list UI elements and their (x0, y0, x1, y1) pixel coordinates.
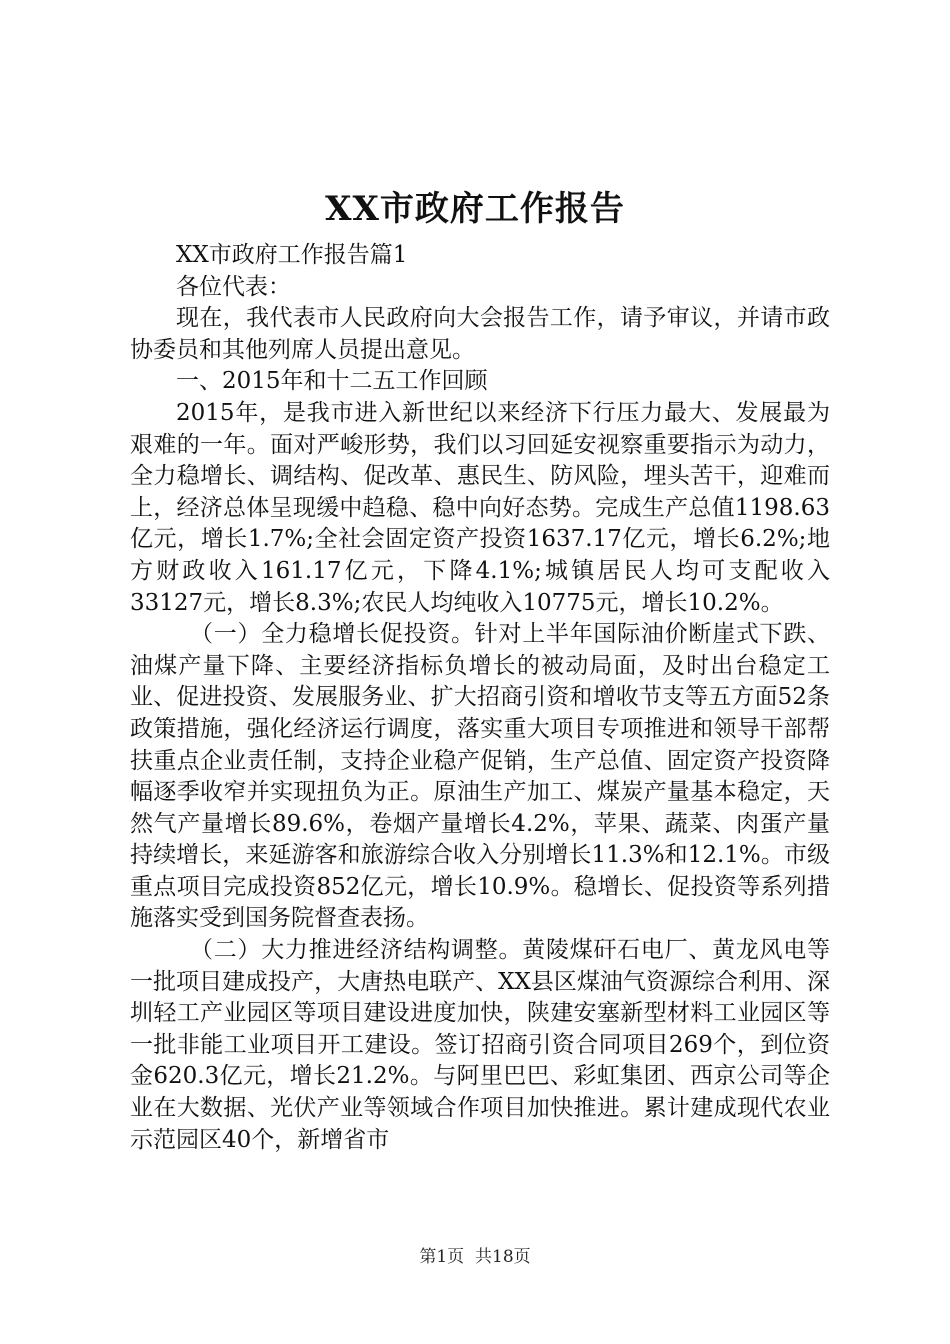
paragraph-section-1: （一）全力稳增长促投资。针对上半年国际油价断崖式下跌、油煤产量下降、主要经济指标负增长的被动局面，及时出台稳定工业、促进投资、发展服务业、扩大招商引资和增收节支等五方面52条政策措施，强化经济运行调度，落实重大项目专项推进和领导干部帮扶重点企业责任制，支持企业稳产促销，生产总值、固定资产投资降幅逐季收窄并实现扭负为正。原油生产加工、煤炭产量基本稳定，天然气产量增长89.6%，卷烟产量增长4.2%，苹果、蔬菜、肉蛋产量持续增长，来延游客和旅游综合收入分别增长11.3%和12.1%。市级重点项目完成投资852亿元，增长10.9%。稳增长、促投资等系列措施落实受到国务院督查表扬。 (130, 621, 830, 932)
page-number: 第1页 (419, 1247, 465, 1267)
paragraph-subtitle: XX市政府工作报告篇1 (176, 242, 408, 268)
document-title: XX市政府工作报告 (325, 189, 625, 229)
paragraph-review: 2015年，是我市进入新世纪以来经济下行压力最大、发展最为艰难的一年。面对严峻形势，我们以习回延安视察重要指示为动力，全力稳增长、调结构、促改革、惠民生、防风险，埋头苦干，迎难而上，经济总体呈现缓中趋稳、稳中向好态势。完成生产总值1198.63亿元，增长1.7%;全社会固定资产投资1637.17亿元，增长6.2%;地方财政收入161.17亿元，下降4.1%;城镇居民人均可支配收入33127元，增长8.3%;农民人均纯收入10775元，增长10.2%。 (130, 399, 830, 616)
paragraph-section-2: （二）大力推进经济结构调整。黄陵煤矸石电厂、黄龙风电等一批项目建成投产，大唐热电联产、XX县区煤油气资源综合利用、深圳轻工产业园区等项目建设进度加快，陕建安塞新型材料工业园区等一批非能工业项目开工建设。签订招商引资合同项目269个，到位资金620.3亿元，增长21.2%。与阿里巴巴、彩虹集团、西京公司等企业在大数据、光伏产业等领域合作项目加快推进。累计建成现代农业示范园区40个，新增省市 (130, 937, 830, 1153)
paragraph-salutation: 各位代表： (176, 273, 291, 300)
page-footer (0, 1242, 950, 1267)
section-heading: 一、2015年和十二五工作回顾 (176, 368, 488, 395)
document-body (130, 240, 830, 1156)
page-total: 共18页 (475, 1247, 531, 1267)
paragraph-intro: 现在，我代表市人民政府向大会报告工作，请予审议，并请市政协委员和其他列席人员提出意见。 (130, 305, 830, 363)
